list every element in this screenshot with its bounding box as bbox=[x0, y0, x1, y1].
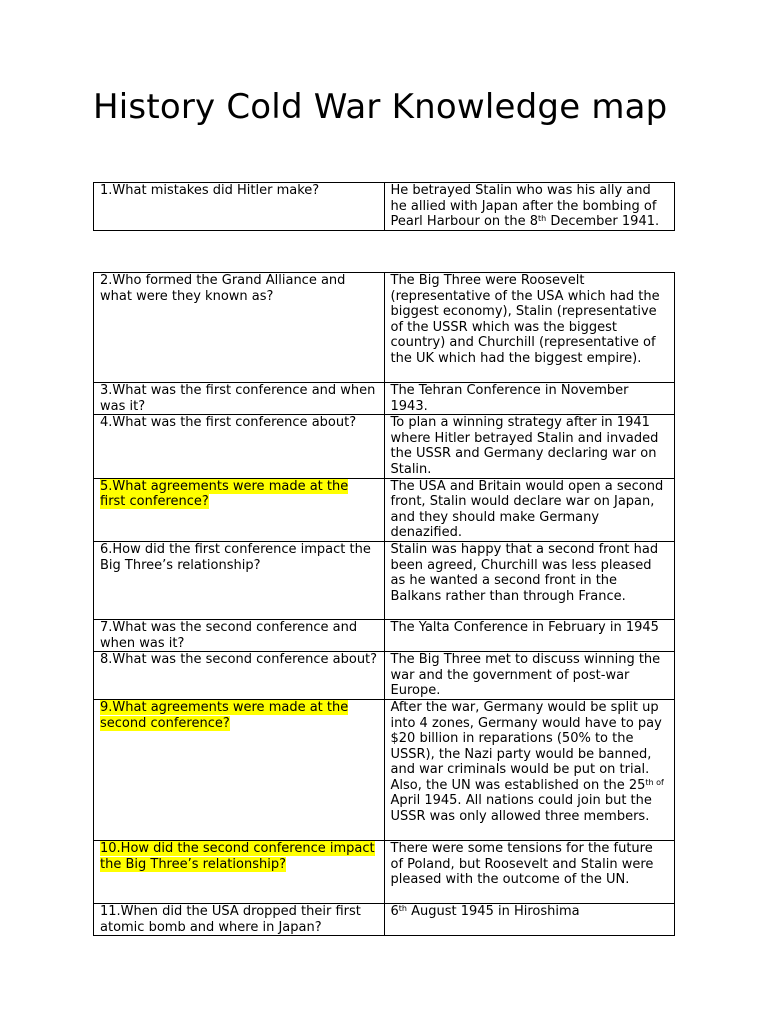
question-text: 1.What mistakes did Hitler make? bbox=[100, 183, 320, 198]
answer-text-cont: April 1945. All nations could join but the USSR was only allowed three members. bbox=[390, 793, 652, 825]
ordinal-suffix: th bbox=[398, 903, 407, 913]
question-cell bbox=[94, 840, 385, 903]
question-cell bbox=[94, 541, 385, 619]
answer-cell bbox=[384, 273, 675, 383]
knowledge-table-1 bbox=[93, 182, 675, 231]
answer-text: There were some tensions for the future of Poland, but Roosevelt and Stalin were pleased with the outcome of the UN. bbox=[390, 840, 654, 888]
answer-cell bbox=[384, 383, 675, 415]
question-text-highlighted: 5.What agreements were made at the first conference? bbox=[100, 478, 349, 510]
answer-cell bbox=[384, 478, 675, 541]
table-row bbox=[94, 619, 675, 651]
table-row bbox=[94, 415, 675, 478]
question-text: 8.What was the second conference about? bbox=[100, 652, 378, 668]
answer-text: 6 bbox=[390, 903, 399, 919]
answer-text: The Big Three met to discuss winning the war and the government of post-war Europe. bbox=[390, 652, 661, 699]
knowledge-table-2 bbox=[93, 272, 675, 936]
answer-text: After the war, Germany would be split up into 4 zones, Germany would have to pay $20 billion in reparations (50% to the USSR), the Nazi party would be banned, and war criminals would be put on trial. Also, the UN was established on the 25 bbox=[390, 699, 662, 793]
question-cell bbox=[94, 619, 385, 651]
question-cell bbox=[94, 699, 385, 840]
question-text: 4.What was the first conference about? bbox=[100, 415, 357, 431]
table-row bbox=[94, 699, 675, 840]
answer-cell bbox=[384, 903, 675, 935]
question-cell bbox=[94, 478, 385, 541]
answer-text: Stalin was happy that a second front had been agreed, Churchill was less pleased as he wanted a second front in the Balkans rather than through France. bbox=[390, 541, 659, 604]
table-row bbox=[94, 183, 675, 231]
answer-cell bbox=[384, 183, 675, 231]
table-row bbox=[94, 541, 675, 619]
answer-cell bbox=[384, 840, 675, 903]
answer-text-cont: August 1945 in Hiroshima bbox=[407, 903, 580, 919]
answer-text: He betrayed Stalin who was his ally and he allied with Japan after the bombing of Pearl Harbour on the 8 bbox=[390, 183, 657, 230]
answer-text: The USA and Britain would open a second front, Stalin would declare war on Japan, and they should make Germany denazified. bbox=[390, 478, 664, 541]
table-row bbox=[94, 383, 675, 415]
table-row bbox=[94, 840, 675, 903]
answer-cell bbox=[384, 415, 675, 478]
question-text: 7.What was the second conference and when was it? bbox=[100, 619, 358, 651]
ordinal-suffix: th of bbox=[645, 777, 664, 787]
answer-text: The Tehran Conference in November 1943. bbox=[390, 383, 629, 414]
answer-text-cont: December 1941. bbox=[546, 214, 660, 230]
question-text: 3.What was the first conference and when was it? bbox=[100, 383, 376, 414]
answer-text: The Yalta Conference in February in 1945 bbox=[390, 619, 659, 635]
question-cell bbox=[94, 903, 385, 935]
question-cell bbox=[94, 273, 385, 383]
answer-text: The Big Three were Roosevelt (representative of the USA which had the biggest economy), Stalin (representative of the USSR which was the biggest country) and Churchill (representative of the UK which had the biggest empire). bbox=[390, 273, 660, 366]
question-text: 6.How did the first conference impact the Big Three’s relationship? bbox=[100, 541, 371, 573]
question-cell bbox=[94, 415, 385, 478]
answer-cell bbox=[384, 619, 675, 651]
question-text: 2.Who formed the Grand Alliance and what were they known as? bbox=[100, 273, 346, 304]
document-title: History Cold War Knowledge map bbox=[93, 87, 668, 127]
question-text-highlighted: 9.What agreements were made at the second conference? bbox=[100, 699, 349, 731]
question-cell bbox=[94, 383, 385, 415]
answer-cell bbox=[384, 541, 675, 619]
ordinal-suffix: th bbox=[538, 214, 547, 224]
table-row bbox=[94, 478, 675, 541]
answer-text: To plan a winning strategy after in 1941 where Hitler betrayed Stalin and invaded the USSR and Germany declaring war on Stalin. bbox=[390, 415, 659, 477]
answer-cell bbox=[384, 699, 675, 840]
table-row bbox=[94, 903, 675, 935]
table-row bbox=[94, 652, 675, 700]
question-cell bbox=[94, 183, 385, 231]
question-text-highlighted: 10.How did the second conference impact the Big Three’s relationship? bbox=[100, 840, 375, 872]
question-text: 11.When did the USA dropped their first atomic bomb and where in Japan? bbox=[100, 903, 361, 935]
question-cell bbox=[94, 652, 385, 700]
answer-cell bbox=[384, 652, 675, 700]
table-row bbox=[94, 273, 675, 383]
